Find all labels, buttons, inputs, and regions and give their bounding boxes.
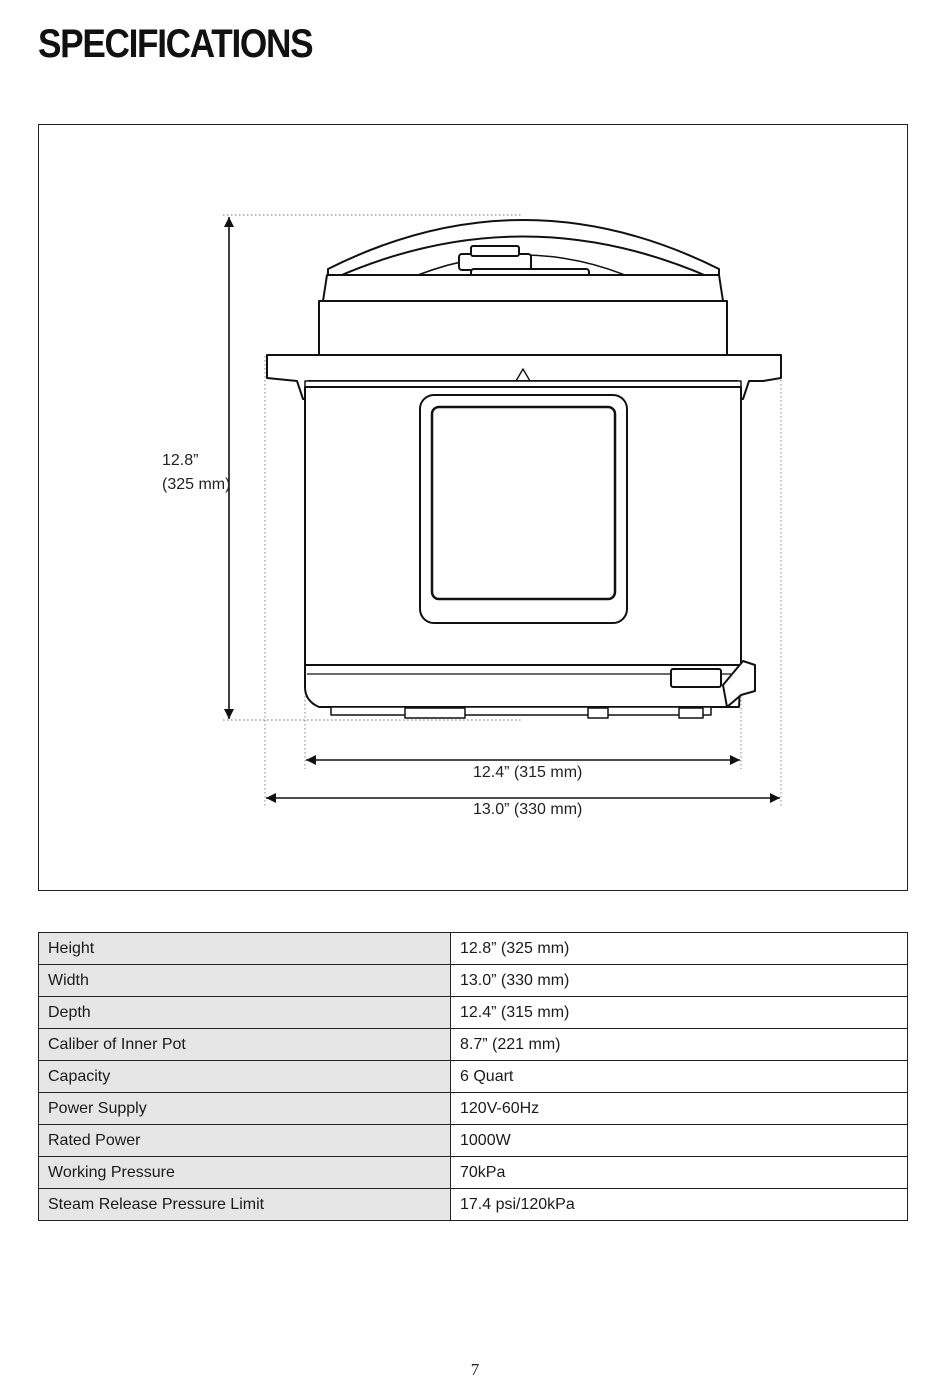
spec-value: 6 Quart <box>451 1061 908 1093</box>
table-row <box>39 1029 908 1061</box>
spec-value: 13.0” (330 mm) <box>451 965 908 997</box>
specifications-table <box>38 932 908 1221</box>
spec-label: Rated Power <box>39 1125 451 1157</box>
page-title: SPECIFICATIONS <box>38 22 313 66</box>
spec-value: 1000W <box>451 1125 908 1157</box>
table-row <box>39 1061 908 1093</box>
spec-label: Steam Release Pressure Limit <box>39 1189 451 1221</box>
spec-label: Caliber of Inner Pot <box>39 1029 451 1061</box>
table-row <box>39 965 908 997</box>
spec-value: 12.4” (315 mm) <box>451 997 908 1029</box>
table-row <box>39 933 908 965</box>
cooker-outline <box>267 220 781 718</box>
page-number: 7 <box>470 1360 480 1379</box>
base-switch <box>671 669 721 687</box>
lid-band <box>319 301 727 355</box>
table-row <box>39 1125 908 1157</box>
table-row <box>39 997 908 1029</box>
lid-rim <box>323 275 723 301</box>
height-dimension-mm: (325 mm) <box>162 476 231 493</box>
spec-value: 8.7” (221 mm) <box>451 1029 908 1061</box>
spec-value: 120V-60Hz <box>451 1093 908 1125</box>
spec-label: Height <box>39 933 451 965</box>
display-screen <box>432 407 615 599</box>
table-row <box>39 1093 908 1125</box>
specifications-diagram <box>38 124 908 891</box>
cooker-feet <box>331 707 711 715</box>
spec-label: Width <box>39 965 451 997</box>
spec-value: 12.8” (325 mm) <box>451 933 908 965</box>
height-dimension-inch: 12.8” <box>162 452 199 469</box>
spec-label: Capacity <box>39 1061 451 1093</box>
depth-dimension-label: 12.4” (315 mm) <box>473 764 583 781</box>
spec-value: 70kPa <box>451 1157 908 1189</box>
spec-label: Working Pressure <box>39 1157 451 1189</box>
width-dimension-label: 13.0” (330 mm) <box>473 801 583 818</box>
table-row <box>39 1157 908 1189</box>
valve-cap <box>471 246 519 256</box>
spec-value: 17.4 psi/120kPa <box>451 1189 908 1221</box>
table-row <box>39 1189 908 1221</box>
spec-label: Depth <box>39 997 451 1029</box>
spec-label: Power Supply <box>39 1093 451 1125</box>
